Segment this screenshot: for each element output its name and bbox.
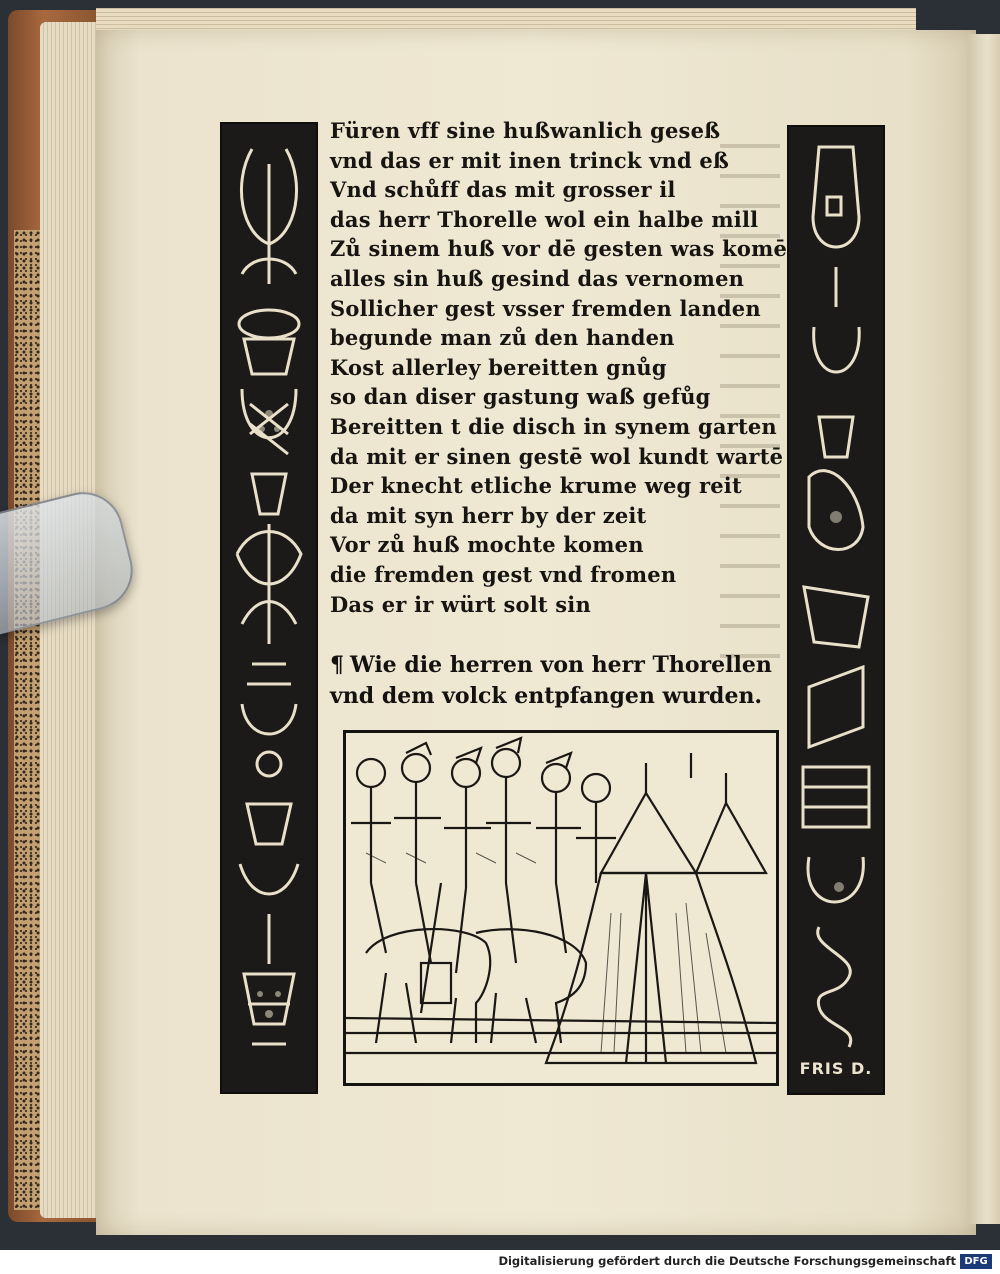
- border-initials: FRIS D.: [799, 1059, 873, 1078]
- funding-credit: Digitalisierung gefördert durch die Deutsche Forschungsgemeinschaft: [498, 1254, 956, 1268]
- verse-text-block: [330, 116, 788, 619]
- heading-line-1: [330, 650, 790, 681]
- text-line: Der knecht etliche krume weg reit: [330, 473, 742, 499]
- text-line: Vnd schůff das mit grosser il: [330, 177, 676, 203]
- woodcut-illustration: [343, 730, 779, 1086]
- text-line: alles sin huß gesind das vernomen: [330, 265, 745, 291]
- facing-page-edge: [968, 34, 1000, 1224]
- text-line: Sollicher gest vsser fremden landen: [330, 295, 761, 321]
- heading-text-1: Wie die herren von herr Thorellen: [350, 652, 772, 678]
- text-line: die fremden gest vnd fromen: [330, 561, 677, 587]
- heading-line-2: vnd dem volck entpfangen wurden.: [330, 683, 763, 709]
- right-ornamental-border: [787, 125, 885, 1095]
- text-line: Kost allerley bereitten gnůg: [330, 354, 667, 380]
- text-line: das herr Thorelle wol ein halbe mill: [330, 206, 759, 232]
- digitization-footer: [0, 1250, 1000, 1274]
- horsemen-and-tent-scene-icon: [346, 733, 776, 1083]
- text-line: Das er ir würt solt sin: [330, 591, 591, 617]
- text-line: vnd das er mit inen trinck vnd eß: [330, 147, 730, 173]
- right-border-ornament-icon: [789, 127, 883, 1093]
- section-heading: [330, 650, 790, 712]
- text-line: Bereitten t die disch in synem garten: [330, 413, 777, 439]
- text-line: Zů sinem huß vor dē gesten was komē: [330, 236, 788, 262]
- left-ornamental-border: [220, 122, 318, 1094]
- text-line: da mit er sinen gestē wol kundt wartē: [330, 443, 784, 469]
- left-border-ornament-icon: [222, 124, 316, 1092]
- dfg-logo-icon: DFG: [960, 1254, 992, 1269]
- show-through-page-number: [290, 1098, 360, 1138]
- text-line: Füren vff sine hußwanlich geseß: [330, 118, 721, 143]
- text-line: so dan diser gastung waß gefůg: [330, 384, 711, 410]
- text-line: Vor zů huß mochte komen: [330, 532, 644, 558]
- text-line: da mit syn herr by der zeit: [330, 502, 647, 528]
- pilcrow-icon: ¶: [330, 652, 344, 678]
- text-line: begunde man zů den handen: [330, 325, 675, 351]
